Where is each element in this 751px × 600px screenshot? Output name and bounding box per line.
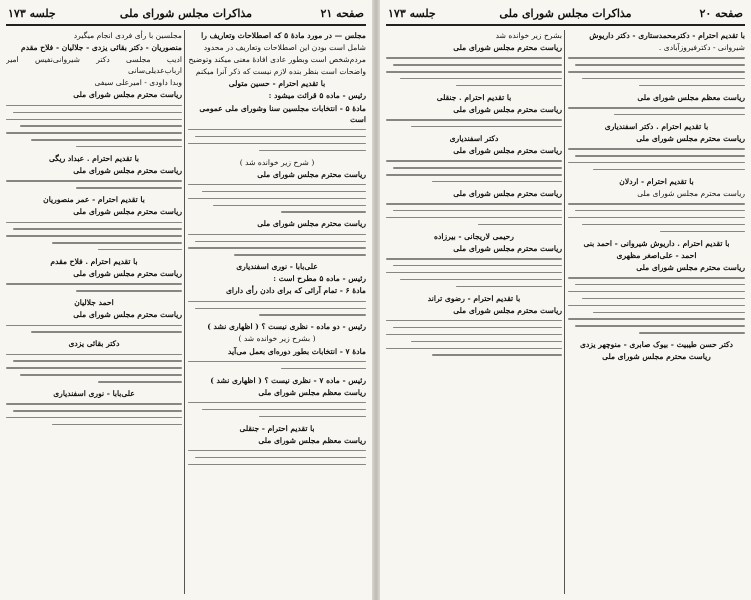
signature-line: با تقدیم احترام - جنقلی xyxy=(239,423,315,433)
page-number: صفحه ۲۰ xyxy=(699,7,743,20)
paragraph: ریاست محترم مجلس شورای ملی xyxy=(636,262,745,272)
paragraph: منصوریان - دکتر بقائی یزدی - جلالیان - فلاح مقدم xyxy=(21,43,182,53)
session-number: جلسه ۱۷۳ xyxy=(8,7,56,20)
paragraph: بشرح زیر خوانده شد xyxy=(495,31,562,40)
running-title: مذاکرات مجلس شورای ملی xyxy=(119,7,253,20)
paragraph: ریاست محترم مجلس شورای ملی xyxy=(73,166,182,176)
paragraph: رئیس - ماده ۵ مطرح است : xyxy=(273,274,366,284)
text-column-right xyxy=(568,30,745,594)
paragraph: ریاست معظم مجلس شورای ملی xyxy=(258,387,366,397)
paragraph: مادهٔ ۶ - تمام آرائی که برای دادن رأی دارای xyxy=(225,286,366,296)
book-gutter xyxy=(372,0,380,600)
paragraph: ریاست محترم مجلس شورای ملی xyxy=(257,219,366,229)
paragraph: رئیس - دو ماده - نظری نیست ؟ ( اظهاری نشد ) xyxy=(207,322,366,332)
paragraph: ریاست محترم مجلس شورای ملی xyxy=(73,90,182,100)
paragraph: ریاست معظم مجلس شورای ملی xyxy=(258,435,366,445)
page-21 xyxy=(0,0,372,600)
signature-line: با تقدیم احترام - رضوی تراند xyxy=(427,293,521,303)
paragraph: وبدا داودی - امیرعلی سیفی xyxy=(94,78,182,88)
paragraph: ریاست محترم مجلس شورای ملی xyxy=(453,104,562,114)
page-header xyxy=(6,6,366,26)
signature-line: رحیمی لاریجانی - بیرزاده xyxy=(434,231,514,241)
paragraph: مادهٔ ۷ - انتخابات بطور دوره‌ای بعمل می‌آید xyxy=(227,346,366,356)
signature-line: دکتر اسفندیاری xyxy=(449,133,499,143)
paragraph: مردم‌شخص است وبطور عادی افادهٔ معنی میکند وتوضیح xyxy=(188,55,366,65)
signature-line: با تقدیم احترام . عبداد ریگی xyxy=(48,153,140,163)
caption: ( بشرح زیر خوانده شد ) xyxy=(238,334,316,344)
paragraph: ریاست محترم مجلس شورای ملی xyxy=(636,133,745,143)
signature-line: علی‌بابا - نوری اسفندیاری xyxy=(236,262,318,272)
paragraph: مجلس — در مورد مادهٔ ۵ که اصطلاحات وتعاریف را xyxy=(201,31,366,40)
signature-line: با تقدیم احترام - حسین متولی xyxy=(228,79,326,89)
column-divider xyxy=(184,30,185,594)
paragraph: ریاست محترم مجلس شورای ملی xyxy=(453,243,562,253)
paragraph: ادیب مجلسی دکتر شیروانی‌نفیس امیر ارباب‌عدیلی‌سانی xyxy=(6,55,182,76)
signature-line: دکتر حسن طیبیت - بیوک صابری - منوچهر یزدی xyxy=(580,340,733,350)
signature-line: با تقدیم احترام - عمر منصوریان xyxy=(43,195,145,205)
text-column-left xyxy=(6,30,182,594)
paragraph: ریاست محترم مجلس شورای ملی xyxy=(73,207,182,217)
paragraph: شامل است بودن این اصطلاحات وتعاریف در محدود xyxy=(203,43,366,53)
paragraph: با تقدیم احترام - دکترمحمدستاری - دکتر داریوش xyxy=(589,31,745,40)
signature-line: احمد جلالیان xyxy=(74,298,114,308)
page-20 xyxy=(380,0,751,600)
caption: ( شرح زیر خوانده شد ) xyxy=(239,157,315,167)
signature-line: دکتر بقائی یزدی xyxy=(68,339,120,349)
paragraph: مادهٔ ۵ - انتخابات مجلسین سنا وشورای ملی عمومی است xyxy=(199,103,366,124)
signature-line: با تقدیم احترام - اردلان xyxy=(619,176,694,186)
paragraph: شیروانی - دکترفیروزآبادی . xyxy=(658,43,745,53)
paragraph: ریاست محترم مجلس شورای ملی xyxy=(637,188,745,198)
paragraph: ریاست محترم مجلس شورای ملی xyxy=(73,269,182,279)
signature-line: علی‌بابا - نوری اسفندیاری xyxy=(53,389,135,399)
paragraph: ریاست محترم مجلس شورای ملی xyxy=(453,43,562,53)
page-header xyxy=(386,6,745,26)
signature-line: با تقدیم احترام . دکتر اسفندیاری xyxy=(604,121,709,131)
paragraph: واضحات است بنظر بنده لازم نیست که ذکر آنرا میکنم xyxy=(195,67,366,77)
paragraph: ریاست محترم مجلس شورای ملی xyxy=(453,188,562,198)
paragraph: ریاست محترم مجلس شورای ملی xyxy=(453,305,562,315)
paragraph: مجلسین با رأی فردی انجام میگیرد xyxy=(73,31,182,40)
paragraph: رئیس - ماده ۷ - نظری نیست ؟ ( اظهاری نشد ) xyxy=(210,375,366,385)
signature-line: ریاست محترم مجلس شورای ملی xyxy=(602,352,711,362)
text-column-left xyxy=(386,30,562,594)
paragraph: رئیس - ماده ۵ قرائت میشود : xyxy=(268,91,366,101)
signature-line: با تقدیم احترام . جنقلی xyxy=(436,92,512,102)
session-number: جلسه ۱۷۳ xyxy=(388,7,436,20)
running-title: مذاکرات مجلس شورای ملی xyxy=(499,7,632,20)
paragraph: ریاست محترم مجلس شورای ملی xyxy=(453,146,562,156)
paragraph: ریاست محترم مجلس شورای ملی xyxy=(257,169,366,179)
text-column-right xyxy=(188,30,366,594)
page-number: صفحه ۲۱ xyxy=(320,7,364,20)
signature-line: با تقدیم احترام . فلاح مقدم xyxy=(50,256,138,266)
signature-line: احمد - علی‌اصغر مظهری xyxy=(616,250,697,260)
paragraph: ریاست معظم مجلس شورای ملی xyxy=(637,92,745,102)
signature-line: با تقدیم احترام . داریوش شیروانی - احمد بنی xyxy=(583,238,730,248)
column-divider xyxy=(564,30,565,594)
paragraph: ریاست محترم مجلس شورای ملی xyxy=(73,310,182,320)
